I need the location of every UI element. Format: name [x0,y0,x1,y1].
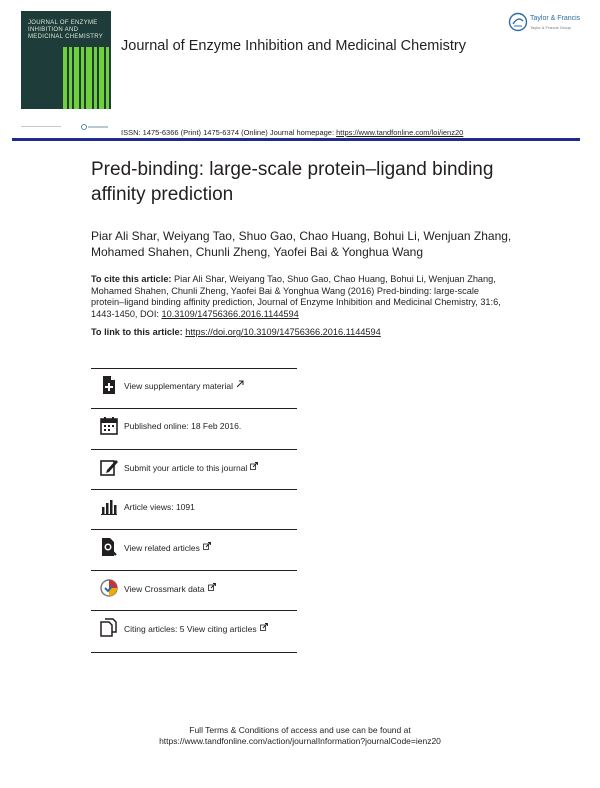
issn-text: ISSN: 1475-6366 (Print) 1475-6374 (Online) Journal homepage: [121,128,337,137]
page-footer [0,725,600,747]
crossmark-icon [99,578,119,598]
citation-text: Piar Ali Shar, Weiyang Tao, Shuo Gao, Chao Huang, Bohui Li, Wenjuan Zhang, Mohamed Shahen, Chunli Zheng, Yaofei Bai & Yonghua Wang (2016) Pred-binding: large-scale protein–ligand binding affinity prediction, Journal of Enzyme Inhibition and Medicinal Chemistry, 31:6, 1443-1450, DOI: [91,274,501,319]
related-articles-row[interactable] [91,534,321,574]
divider [91,652,297,653]
action-label: Published online: 18 Feb 2016. [124,421,242,431]
publisher-name: Taylor & Francis [530,15,581,22]
divider [91,610,297,611]
article-link-line [91,327,381,339]
citation-block [91,274,509,320]
external-link-icon [236,380,244,388]
publisher-subtitle: Taylor & Francis Group [530,25,571,30]
action-label[interactable]: Citing articles: 5 View citing articles [124,623,268,634]
small-publisher-logo-icon [81,124,111,130]
divider [91,529,297,530]
calendar-icon [99,416,119,436]
journal-homepage-link[interactable]: https://www.tandfonline.com/loi/ienz20 [336,128,464,137]
action-label[interactable]: Submit your article to this journal [124,462,258,473]
external-link-icon [260,623,268,631]
copy-icon [99,618,119,638]
article-link-label: To link to this article: [91,327,186,337]
action-label[interactable]: View Crossmark data [124,583,216,594]
journal-cover-image [21,11,111,109]
header-divider [12,138,580,141]
journal-title[interactable]: Journal of Enzyme Inhibition and Medicinal Chemistry [121,38,466,54]
action-label[interactable]: View supplementary material [124,380,244,391]
terms-text: Full Terms & Conditions of access and use can be found at [189,725,411,735]
edit-icon [99,457,119,477]
divider [91,449,297,450]
external-link-icon [208,583,216,591]
divider [91,570,297,571]
search-document-icon [99,537,119,557]
author-list: Piar Ali Shar, Weiyang Tao, Shuo Gao, Chao Huang, Bohui Li, Wenjuan Zhang, Mohamed Shahen, Chunli Zheng, Yaofei Bai & Yonghua Wang [91,229,512,259]
external-link-icon [250,462,258,470]
terms-url[interactable]: https://www.tandfonline.com/action/journalInformation?journalCode=ienz20 [159,736,441,746]
submit-article-row[interactable] [91,454,321,494]
action-label[interactable]: View related articles [124,542,211,553]
divider [91,489,297,490]
published-online-row [91,413,321,453]
publisher-logo[interactable] [508,12,588,42]
cover-footer-logos [21,124,116,130]
issn-line [121,128,463,137]
taylor-francis-logo-icon [508,12,528,32]
article-doi-url[interactable]: https://doi.org/10.3109/14756366.2016.1144594 [185,327,381,337]
file-plus-icon [99,375,119,395]
supplementary-material-row[interactable] [91,372,321,412]
citation-label: To cite this article: [91,274,175,284]
action-label: Article views: 1091 [124,502,195,512]
divider [91,408,297,409]
external-link-icon [203,542,211,550]
divider [91,368,297,369]
article-title: Pred-binding: large-scale protein–ligand binding affinity prediction [91,159,494,205]
bar-chart-icon [99,497,119,517]
crossmark-row[interactable] [91,575,321,615]
citing-articles-row[interactable] [91,615,321,655]
article-views-row [91,494,321,534]
cover-stripe-graphic [63,47,109,109]
doi-link[interactable]: 10.3109/14756366.2016.1144594 [161,308,299,319]
cover-journal-title: JOURNAL OF ENZYME INHIBITION AND MEDICINAL CHEMISTRY [28,20,104,40]
